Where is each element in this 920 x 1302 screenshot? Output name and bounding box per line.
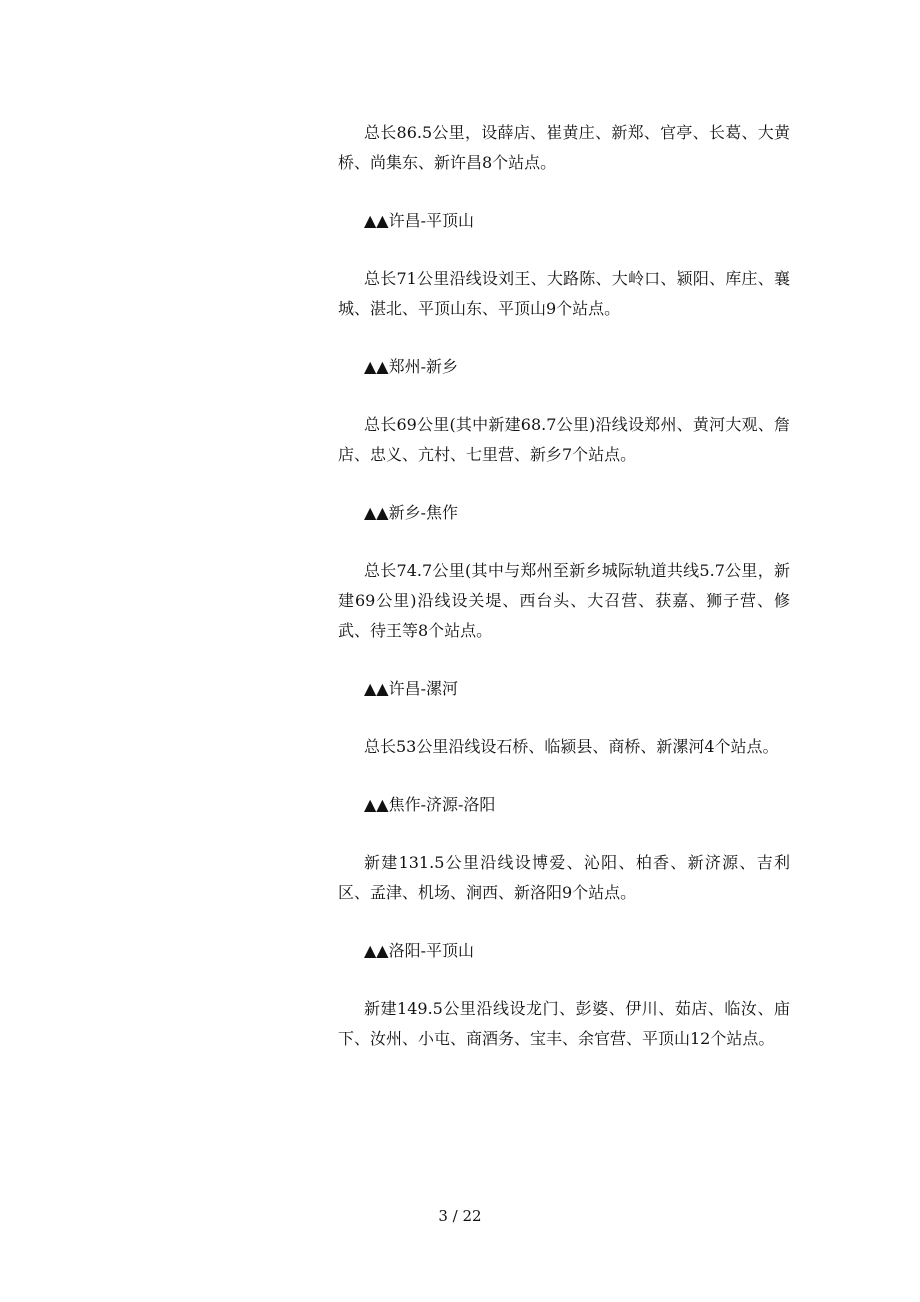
section-heading-luoyang-pingdingshan: ▲▲洛阳-平顶山 [364, 941, 475, 960]
paragraph-luoyang-pingdingshan: 新建149.5公里沿线设龙门、彭婆、伊川、茹店、临汝、庙下、汝州、小屯、商酒务、宝丰、余官营、平顶山12个站点。 [338, 999, 790, 1048]
spacer [338, 646, 790, 674]
section-heading-xuchang-pingdingshan: ▲▲许昌-平顶山 [364, 211, 475, 230]
spacer [338, 762, 790, 790]
page-number: 3 / 22 [438, 1207, 482, 1225]
paragraph-xinzheng-section: 总长86.5公里，设薛店、崔黄庄、新郑、官亭、长葛、大黄桥、尚集东、新许昌8个站点。 [338, 123, 790, 172]
spacer [338, 820, 790, 848]
spacer [338, 528, 790, 556]
spacer [338, 908, 790, 936]
paragraph-zhengzhou-xinxiang: 总长69公里(其中新建68.7公里)沿线设郑州、黄河大观、詹店、忠义、亢村、七里营、新乡7个站点。 [338, 415, 790, 464]
spacer [338, 236, 790, 264]
spacer [338, 178, 790, 206]
spacer [338, 470, 790, 498]
section-heading-xinxiang-jiaozuo: ▲▲新乡-焦作 [364, 503, 459, 522]
section-heading-jiaozuo-jiyuan-luoyang: ▲▲焦作-济源-洛阳 [364, 795, 496, 814]
paragraph-xinxiang-jiaozuo: 总长74.7公里(其中与郑州至新乡城际轨道共线5.7公里，新建69公里)沿线设关堤、西台头、大召营、获嘉、狮子营、修武、待王等8个站点。 [338, 561, 790, 640]
section-heading-zhengzhou-xinxiang: ▲▲郑州-新乡 [364, 357, 459, 376]
paragraph-xuchang-luohe: 总长53公里沿线设石桥、临颍县、商桥、新漯河4个站点。 [364, 737, 779, 756]
document-body [338, 118, 790, 1054]
paragraph-xuchang-pingdingshan: 总长71公里沿线设刘王、大路陈、大岭口、颍阳、库庄、襄城、湛北、平顶山东、平顶山9个站点。 [338, 269, 790, 318]
spacer [338, 324, 790, 352]
spacer [338, 966, 790, 994]
paragraph-jiaozuo-jiyuan-luoyang: 新建131.5公里沿线设博爱、沁阳、柏香、新济源、吉利区、孟津、机场、涧西、新洛阳9个站点。 [338, 853, 790, 902]
spacer [338, 382, 790, 410]
spacer [338, 704, 790, 732]
section-heading-xuchang-luohe: ▲▲许昌-漯河 [364, 679, 459, 698]
